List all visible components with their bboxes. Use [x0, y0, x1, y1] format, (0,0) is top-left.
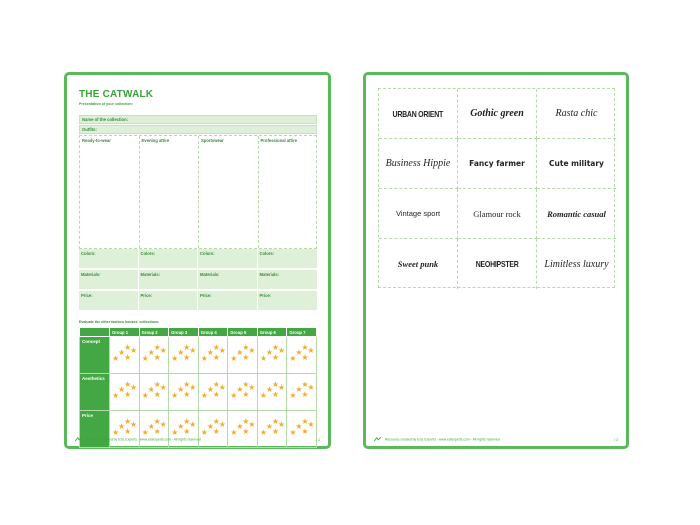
star-rating-cell[interactable]	[110, 374, 140, 411]
attire-column[interactable]	[140, 136, 200, 248]
star-icon[interactable]: ★	[124, 380, 132, 389]
star-icon[interactable]: ★	[118, 348, 126, 357]
star-icon[interactable]: ★	[147, 348, 155, 357]
star-icon[interactable]: ★	[259, 354, 267, 363]
price-cell[interactable]	[139, 291, 199, 310]
attire-grid	[79, 135, 317, 249]
group-header: Group 2	[139, 328, 169, 337]
star-icon[interactable]: ★	[242, 353, 250, 362]
star-icon[interactable]: ★	[218, 346, 226, 355]
attire-column[interactable]	[259, 136, 319, 248]
worksheet-page-1	[64, 72, 331, 449]
star-icon[interactable]: ★	[307, 420, 315, 429]
style-card-label: Cute military	[549, 159, 604, 168]
collection-name-field[interactable]	[79, 115, 317, 124]
star-icon[interactable]: ★	[147, 422, 155, 431]
page-footer	[374, 437, 618, 442]
price-cell[interactable]	[79, 291, 139, 310]
outfits-field[interactable]	[79, 125, 317, 134]
star-icon[interactable]: ★	[236, 422, 244, 431]
star-icon[interactable]: ★	[301, 353, 309, 362]
star-icon[interactable]: ★	[271, 343, 279, 352]
star-icon[interactable]: ★	[242, 390, 250, 399]
star-icon[interactable]: ★	[153, 353, 161, 362]
empty-corner-cell	[80, 328, 110, 337]
star-icon[interactable]: ★	[189, 383, 197, 392]
style-card[interactable]	[537, 89, 616, 139]
page-footer	[75, 437, 320, 442]
page-title: THE CATWALK	[79, 89, 154, 100]
star-icon[interactable]: ★	[200, 391, 208, 400]
evaluation-table	[79, 327, 317, 448]
star-icon[interactable]: ★	[200, 428, 208, 437]
price-label: Price:	[140, 293, 153, 298]
style-card[interactable]	[379, 89, 458, 139]
evaluation-header-row	[80, 328, 317, 337]
materials-label: Materials:	[259, 272, 280, 277]
star-icon[interactable]: ★	[206, 348, 214, 357]
style-card[interactable]	[379, 139, 458, 189]
star-rating-cell[interactable]	[198, 337, 228, 374]
star-rating-cell[interactable]	[287, 337, 317, 374]
star-group	[230, 378, 256, 402]
star-group	[142, 341, 168, 365]
colors-label: Colors:	[81, 251, 96, 256]
star-group	[201, 378, 227, 402]
star-icon[interactable]: ★	[124, 417, 132, 426]
star-group	[201, 415, 227, 439]
star-icon[interactable]: ★	[124, 427, 132, 436]
star-rating-cell[interactable]	[287, 374, 317, 411]
style-card[interactable]	[458, 189, 537, 239]
star-rating-cell[interactable]	[169, 374, 199, 411]
star-icon[interactable]: ★	[112, 354, 120, 363]
star-icon[interactable]: ★	[153, 417, 161, 426]
style-card[interactable]	[537, 189, 616, 239]
star-icon[interactable]: ★	[277, 420, 285, 429]
star-group	[289, 341, 315, 365]
star-icon[interactable]: ★	[265, 385, 273, 394]
evaluation-body	[80, 337, 317, 448]
star-icon[interactable]: ★	[159, 346, 167, 355]
esl-experts-logo-icon	[75, 437, 82, 442]
style-card[interactable]	[458, 89, 537, 139]
materials-label: Materials:	[200, 272, 220, 277]
star-rating-cell[interactable]	[257, 337, 287, 374]
star-icon[interactable]: ★	[130, 383, 138, 392]
colors-label: Colors:	[140, 251, 156, 256]
price-row	[79, 291, 317, 311]
star-icon[interactable]: ★	[153, 390, 161, 399]
star-group	[142, 378, 168, 402]
star-icon[interactable]: ★	[230, 391, 238, 400]
star-icon[interactable]: ★	[230, 354, 238, 363]
star-icon[interactable]: ★	[206, 422, 214, 431]
star-icon[interactable]: ★	[242, 343, 250, 352]
star-icon[interactable]: ★	[118, 385, 126, 394]
star-icon[interactable]: ★	[236, 385, 244, 394]
star-icon[interactable]: ★	[301, 390, 309, 399]
style-card[interactable]	[537, 239, 616, 289]
star-icon[interactable]: ★	[259, 428, 267, 437]
star-icon[interactable]: ★	[130, 346, 138, 355]
star-icon[interactable]: ★	[141, 428, 149, 437]
star-icon[interactable]: ★	[277, 346, 285, 355]
star-icon[interactable]: ★	[118, 422, 126, 431]
star-rating-cell[interactable]	[257, 374, 287, 411]
star-icon[interactable]: ★	[141, 354, 149, 363]
star-icon[interactable]: ★	[271, 380, 279, 389]
star-icon[interactable]: ★	[307, 346, 315, 355]
star-icon[interactable]: ★	[141, 391, 149, 400]
star-icon[interactable]: ★	[301, 417, 309, 426]
star-icon[interactable]: ★	[183, 417, 191, 426]
star-icon[interactable]: ★	[218, 420, 226, 429]
star-icon[interactable]: ★	[212, 380, 220, 389]
group-header: Group 5	[228, 328, 258, 337]
star-icon[interactable]: ★	[183, 380, 191, 389]
star-icon[interactable]: ★	[212, 390, 220, 399]
star-icon[interactable]: ★	[177, 422, 185, 431]
star-group	[112, 415, 138, 439]
page-number: / 2	[614, 437, 618, 442]
star-icon[interactable]: ★	[183, 353, 191, 362]
star-icon[interactable]: ★	[271, 417, 279, 426]
style-card-label: Glamour rock	[473, 208, 521, 219]
star-icon[interactable]: ★	[189, 346, 197, 355]
materials-cell[interactable]	[258, 270, 318, 289]
criterion-row-aesthetics	[80, 374, 317, 411]
style-card-label: Gothic green	[470, 108, 524, 119]
star-group	[289, 415, 315, 439]
star-icon[interactable]: ★	[159, 383, 167, 392]
star-icon[interactable]: ★	[242, 417, 250, 426]
star-icon[interactable]: ★	[153, 427, 161, 436]
group-header: Group 4	[198, 328, 228, 337]
materials-label: Materials:	[81, 272, 101, 277]
style-card-label: Business Hippie	[385, 158, 451, 169]
star-rating-cell[interactable]	[228, 337, 258, 374]
star-icon[interactable]: ★	[153, 343, 161, 352]
star-group	[289, 378, 315, 402]
colors-cell[interactable]	[79, 249, 139, 268]
star-icon[interactable]: ★	[124, 390, 132, 399]
attire-column[interactable]	[80, 136, 140, 248]
colors-cell[interactable]	[258, 249, 318, 268]
star-icon[interactable]: ★	[153, 380, 161, 389]
star-icon[interactable]: ★	[171, 354, 179, 363]
evaluate-caption: Evaluate the other fashion houses' collections:	[79, 320, 160, 324]
star-icon[interactable]: ★	[171, 391, 179, 400]
footer-credit: Resource created by ESL Experts - www.eslexperts.com - All rights reserved	[384, 437, 500, 442]
star-icon[interactable]: ★	[301, 427, 309, 436]
star-icon[interactable]: ★	[265, 422, 273, 431]
attire-column-header: Sportswear	[201, 138, 224, 143]
group-header: Group 6	[257, 328, 287, 337]
style-card-label: Rasta chic	[555, 108, 598, 119]
collection-name-label: Name of the collection:	[82, 117, 129, 122]
star-icon[interactable]: ★	[301, 380, 309, 389]
star-icon[interactable]: ★	[212, 353, 220, 362]
star-icon[interactable]: ★	[212, 417, 220, 426]
star-icon[interactable]: ★	[124, 353, 132, 362]
star-rating-cell[interactable]	[139, 374, 169, 411]
star-icon[interactable]: ★	[307, 383, 315, 392]
style-card-label: Romantic casual	[547, 208, 606, 219]
star-group	[171, 415, 197, 439]
star-icon[interactable]: ★	[248, 383, 256, 392]
colors-label: Colors:	[200, 251, 215, 256]
page-subtitle: Presentation of your collection:	[79, 102, 133, 106]
star-group	[171, 341, 197, 365]
star-icon[interactable]: ★	[259, 391, 267, 400]
star-icon[interactable]: ★	[271, 390, 279, 399]
star-group	[112, 378, 138, 402]
star-icon[interactable]: ★	[236, 348, 244, 357]
style-card-label: NEOHIPSTER	[475, 259, 519, 269]
star-group	[260, 341, 286, 365]
colors-label: Colors:	[259, 251, 275, 256]
star-icon[interactable]: ★	[271, 427, 279, 436]
star-icon[interactable]: ★	[212, 427, 220, 436]
star-icon[interactable]: ★	[277, 383, 285, 392]
style-card-label: URBAN ORIENT	[392, 108, 444, 119]
group-header: Group 7	[287, 328, 317, 337]
star-icon[interactable]: ★	[295, 385, 303, 394]
star-icon[interactable]: ★	[289, 428, 297, 437]
worksheet-page-2	[363, 72, 629, 449]
group-header: Group 3	[169, 328, 199, 337]
star-rating-cell[interactable]	[139, 337, 169, 374]
style-card-grid	[378, 88, 615, 288]
style-card[interactable]	[379, 189, 458, 239]
star-icon[interactable]: ★	[248, 420, 256, 429]
star-icon[interactable]: ★	[177, 348, 185, 357]
star-rating-cell[interactable]	[198, 374, 228, 411]
star-group	[201, 341, 227, 365]
style-card[interactable]	[537, 139, 616, 189]
style-card[interactable]	[458, 239, 537, 289]
star-group	[260, 415, 286, 439]
footer-credit: Resource created by ESL Experts - www.eslexperts.com - All rights reserved	[85, 437, 201, 442]
page-number: / 1	[316, 437, 320, 442]
outfits-label: Outfits:	[82, 127, 97, 132]
star-icon[interactable]: ★	[295, 422, 303, 431]
star-icon[interactable]: ★	[177, 385, 185, 394]
colors-row	[79, 249, 317, 269]
style-card[interactable]	[379, 239, 458, 289]
star-icon[interactable]: ★	[183, 390, 191, 399]
style-card-label: Limitless luxury	[544, 258, 609, 270]
star-icon[interactable]: ★	[130, 420, 138, 429]
star-rating-cell[interactable]	[169, 337, 199, 374]
star-icon[interactable]: ★	[183, 343, 191, 352]
colors-cell[interactable]	[198, 249, 258, 268]
price-label: Price:	[200, 293, 212, 298]
star-rating-cell[interactable]	[228, 374, 258, 411]
materials-label: Materials:	[140, 272, 161, 277]
star-group	[171, 378, 197, 402]
attire-column-header: Ready-to-wear	[82, 138, 111, 143]
star-icon[interactable]: ★	[159, 420, 167, 429]
star-group	[230, 341, 256, 365]
star-icon[interactable]: ★	[242, 427, 250, 436]
style-card-label: Fancy farmer	[469, 159, 525, 168]
star-icon[interactable]: ★	[200, 354, 208, 363]
attire-column-header: Professional attire	[260, 138, 298, 143]
criterion-label: Price	[80, 411, 110, 448]
price-label: Price:	[81, 293, 93, 298]
criterion-row-concept	[80, 337, 317, 374]
attire-column[interactable]	[199, 136, 259, 248]
colors-cell[interactable]	[139, 249, 199, 268]
style-card[interactable]	[458, 139, 537, 189]
star-icon[interactable]: ★	[218, 383, 226, 392]
star-icon[interactable]: ★	[147, 385, 155, 394]
star-icon[interactable]: ★	[248, 346, 256, 355]
star-group	[112, 341, 138, 365]
star-icon[interactable]: ★	[212, 343, 220, 352]
price-cell[interactable]	[258, 291, 318, 310]
star-icon[interactable]: ★	[271, 353, 279, 362]
price-cell[interactable]	[198, 291, 258, 310]
materials-cell[interactable]	[79, 270, 139, 289]
star-icon[interactable]: ★	[112, 391, 120, 400]
star-icon[interactable]: ★	[289, 391, 297, 400]
star-icon[interactable]: ★	[171, 428, 179, 437]
materials-row	[79, 270, 317, 290]
attire-column-header: Evening attire	[141, 138, 170, 143]
materials-cell[interactable]	[198, 270, 258, 289]
style-card-label: Sweet punk	[397, 259, 439, 269]
star-icon[interactable]: ★	[206, 385, 214, 394]
star-icon[interactable]: ★	[124, 343, 132, 352]
star-icon[interactable]: ★	[230, 428, 238, 437]
star-icon[interactable]: ★	[183, 427, 191, 436]
star-icon[interactable]: ★	[112, 428, 120, 437]
star-group	[260, 378, 286, 402]
star-icon[interactable]: ★	[242, 380, 250, 389]
star-icon[interactable]: ★	[295, 348, 303, 357]
star-group	[230, 415, 256, 439]
star-icon[interactable]: ★	[189, 420, 197, 429]
materials-cell[interactable]	[139, 270, 199, 289]
group-header: Group 1	[110, 328, 140, 337]
star-icon[interactable]: ★	[301, 343, 309, 352]
esl-experts-logo-icon	[374, 437, 381, 442]
star-icon[interactable]: ★	[265, 348, 273, 357]
style-card-label: Vintage sport	[395, 209, 441, 218]
star-rating-cell[interactable]	[110, 337, 140, 374]
criterion-label: Concept	[80, 337, 110, 374]
price-label: Price:	[259, 293, 272, 298]
star-group	[142, 415, 168, 439]
star-icon[interactable]: ★	[289, 354, 297, 363]
criterion-label: Aesthetics	[80, 374, 110, 411]
